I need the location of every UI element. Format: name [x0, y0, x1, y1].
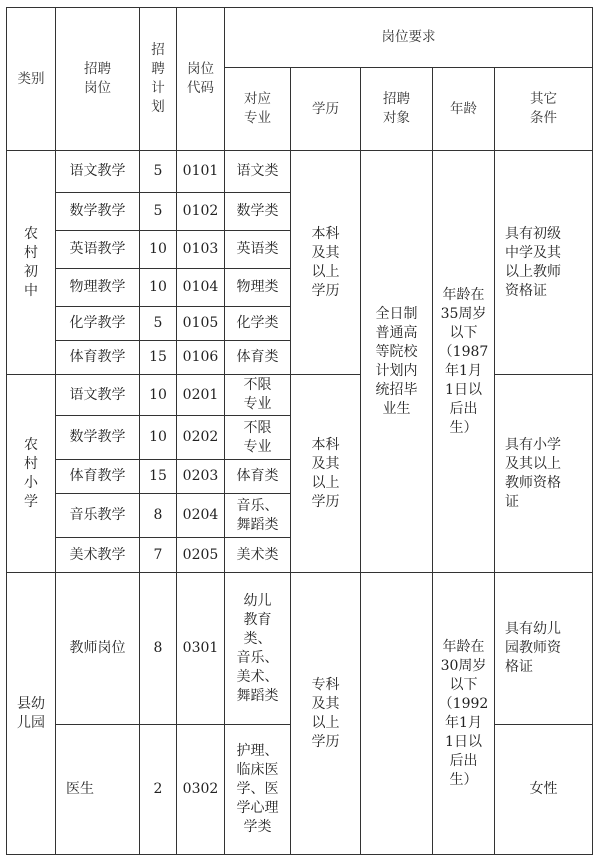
- other-cell: 具有幼儿 园教师资 格证: [495, 573, 593, 725]
- major-cell: 数学类: [225, 193, 291, 231]
- category-cell: 农 村 初 中: [7, 151, 56, 375]
- plan-cell: 5: [140, 307, 177, 341]
- code-cell: 0301: [177, 573, 225, 725]
- table-row: [7, 375, 593, 416]
- code-cell: 0205: [177, 538, 225, 573]
- plan-cell: 5: [140, 193, 177, 231]
- target-cell: 全日制 普通高 等院校 计划内 统招毕 业生: [361, 151, 433, 573]
- plan-cell: 7: [140, 538, 177, 573]
- position-cell: 英语教学: [56, 231, 140, 269]
- header-category: 类别: [7, 8, 56, 151]
- major-cell: 化学类: [225, 307, 291, 341]
- recruitment-table: [6, 7, 593, 855]
- education-cell: 本科 及其 以上 学历: [291, 375, 361, 573]
- header-age: 年龄: [433, 68, 495, 151]
- table-row: [7, 151, 593, 193]
- other-cell: 具有小学 及其以上 教师资格 证: [495, 375, 593, 573]
- header-other: 其它 条件: [495, 68, 593, 151]
- plan-cell: 15: [140, 460, 177, 494]
- position-cell: 音乐教学: [56, 494, 140, 538]
- position-cell: 物理教学: [56, 269, 140, 307]
- code-cell: 0204: [177, 494, 225, 538]
- age-cell: 年龄在 30周岁 以下 （1992 年1月 1日以 后出 生）: [433, 573, 495, 855]
- other-cell: 女性: [495, 725, 593, 855]
- plan-cell: 10: [140, 269, 177, 307]
- plan-cell: 2: [140, 725, 177, 855]
- header-position: 招聘 岗位: [56, 8, 140, 151]
- table-row: [7, 573, 593, 725]
- other-cell: 具有初级 中学及其 以上教师 资格证: [495, 151, 593, 375]
- position-cell: 化学教学: [56, 307, 140, 341]
- code-cell: 0105: [177, 307, 225, 341]
- plan-cell: 8: [140, 494, 177, 538]
- major-cell: 体育类: [225, 341, 291, 375]
- position-cell: 语文教学: [56, 375, 140, 416]
- code-cell: 0103: [177, 231, 225, 269]
- position-cell: 教师岗位: [56, 573, 140, 725]
- header-code: 岗位 代码: [177, 8, 225, 151]
- major-cell: 护理、 临床医 学、医 学心理 学类: [225, 725, 291, 855]
- category-cell: 县幼 儿园: [7, 573, 56, 855]
- major-cell: 音乐、 舞蹈类: [225, 494, 291, 538]
- plan-cell: 10: [140, 416, 177, 460]
- position-cell: 数学教学: [56, 416, 140, 460]
- plan-cell: 15: [140, 341, 177, 375]
- major-cell: 不限 专业: [225, 375, 291, 416]
- major-cell: 美术类: [225, 538, 291, 573]
- header-requirements: 岗位要求: [225, 8, 593, 68]
- major-cell: 英语类: [225, 231, 291, 269]
- code-cell: 0101: [177, 151, 225, 193]
- position-cell: 美术教学: [56, 538, 140, 573]
- major-cell: 体育类: [225, 460, 291, 494]
- position-cell: 语文教学: [56, 151, 140, 193]
- education-cell: 本科 及其 以上 学历: [291, 151, 361, 375]
- major-cell: 幼儿 教育 类、 音乐、 美术、 舞蹈类: [225, 573, 291, 725]
- code-cell: 0203: [177, 460, 225, 494]
- code-cell: 0104: [177, 269, 225, 307]
- plan-cell: 8: [140, 573, 177, 725]
- position-cell: 体育教学: [56, 460, 140, 494]
- major-cell: 语文类: [225, 151, 291, 193]
- major-cell: 不限 专业: [225, 416, 291, 460]
- code-cell: 0201: [177, 375, 225, 416]
- education-cell: 专科 及其 以上 学历: [291, 573, 361, 855]
- code-cell: 0102: [177, 193, 225, 231]
- plan-cell: 10: [140, 375, 177, 416]
- age-cell: 年龄在 35周岁 以下 （1987 年1月 1日以 后出 生）: [433, 151, 495, 573]
- header-plan: 招 聘 计 划: [140, 8, 177, 151]
- major-cell: 物理类: [225, 269, 291, 307]
- position-cell: 医生: [56, 725, 140, 855]
- header-target: 招聘 对象: [361, 68, 433, 151]
- position-cell: 数学教学: [56, 193, 140, 231]
- header-education: 学历: [291, 68, 361, 151]
- category-cell: 农 村 小 学: [7, 375, 56, 573]
- header-major: 对应 专业: [225, 68, 291, 151]
- code-cell: 0202: [177, 416, 225, 460]
- target-cell-empty: [361, 573, 433, 855]
- position-cell: 体育教学: [56, 341, 140, 375]
- plan-cell: 5: [140, 151, 177, 193]
- code-cell: 0106: [177, 341, 225, 375]
- code-cell: 0302: [177, 725, 225, 855]
- plan-cell: 10: [140, 231, 177, 269]
